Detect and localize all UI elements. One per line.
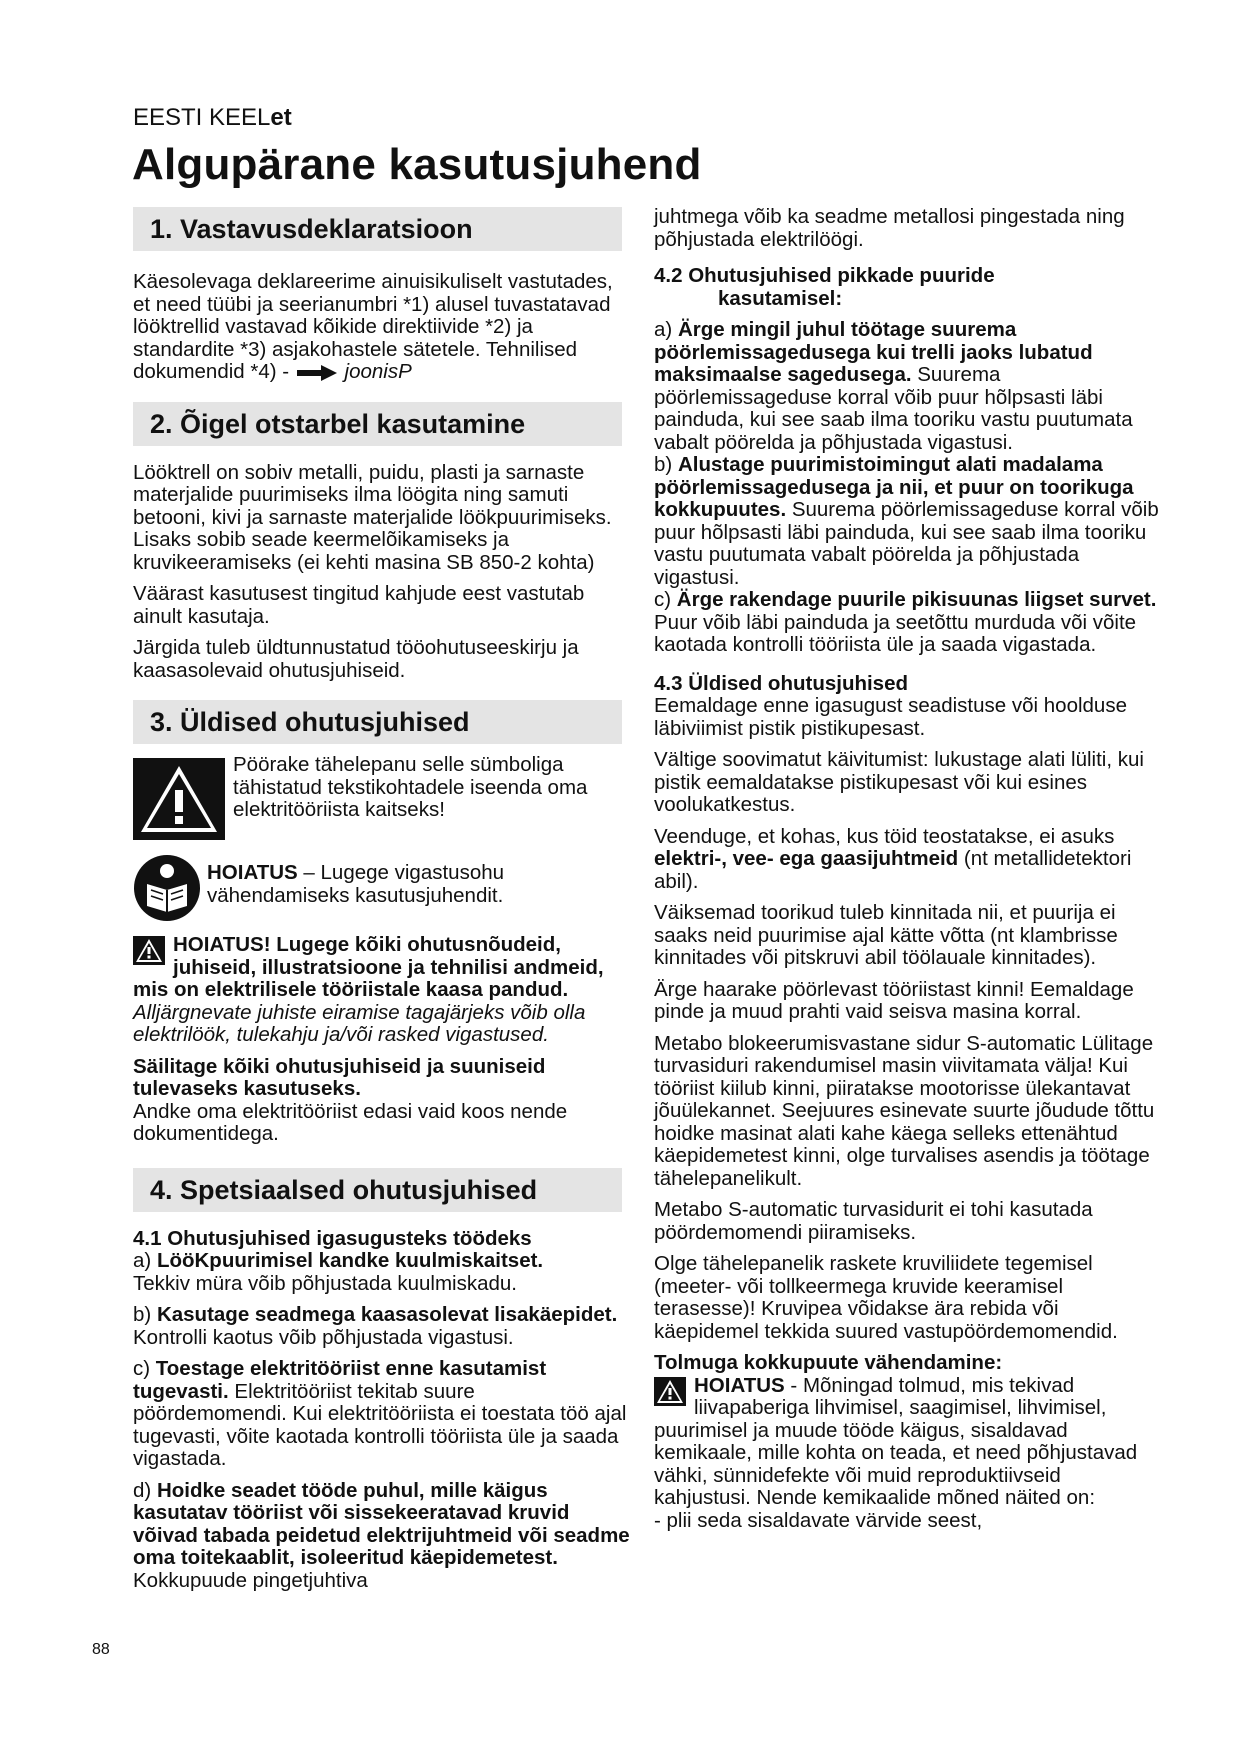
read-manual-text [207, 862, 633, 907]
subsection-4-2-line2: kasutamisel: [718, 286, 843, 310]
section-3-heading: 3. Üldised ohutusjuhised [133, 700, 622, 744]
general-p3-pre: Veenduge, et kohas, kus töid teostatakse, ei asuks [654, 824, 1115, 848]
item-c-bold: Toestage elektritööriist enne kasutamist tugevasti. [133, 1357, 547, 1403]
subsection-4-1: 4.1 Ohutusjuhised igasugusteks töödeks [133, 1226, 532, 1250]
figure-link[interactable]: joonisP [344, 360, 412, 383]
warning-triangle-icon [133, 758, 225, 840]
general-warning [133, 934, 633, 1047]
symbol-explanation [133, 754, 633, 840]
arrow-right-icon [297, 365, 337, 381]
section-2-p1: Lööktrell on sobiv metalli, puidu, plasti ja sarnaste materjalide puurimiseks ilma löögita ning samuti betooni, kivi ja sarnaste materjalide löökpuurimiseks. Lisaks sobib seade keermelõikamiseks ja kruvikeeramiseks (ei kehti masina SB 850-2 kohta) [133, 460, 612, 574]
section-1-heading: 1. Vastavusdeklaratsioon [133, 207, 622, 251]
dust-warning-label: HOIATUS [694, 1373, 785, 1397]
right-column [654, 206, 1159, 1532]
item-b-bold: Kasutage seadmega kaasasolevat lisakäepidet. [156, 1303, 618, 1326]
dust-warning-text: - Mõningad tolmud, mis tekivad liivapaberiga lihvimisel, saagimisel, lihvimisel, puurimisel ja muude tööde käigus, sisaldavad kemikaale, mille kohta on teada, et need põhjustavad vähki, sünnidefekte või muid reproduktiivseid kahjustusi. Nende kemikaalide mõned näited on: [654, 1373, 1138, 1509]
section-2-heading: 2. Õigel otstarbel kasutamine [133, 402, 622, 446]
dust-list-item: - plii seda sisaldavate värvide seest, [654, 1508, 983, 1532]
item-4-2-b [654, 454, 1159, 589]
item-4-2-b-bold: Alustage puurimistoimingut alati madalama pöörlemissagedusega ja nii, et puur on toorikuga kokkupuutes. [654, 453, 1134, 521]
subsection-4-3: 4.3 Üldised ohutusjuhised [654, 671, 909, 695]
language-code: et [270, 104, 292, 131]
general-p4: Väiksemad toorikud tuleb kinnitada nii, et puurija ei saaks neid puurimise ajal kätte võtta (nt klambrisse kinnitades või pitskruvi abil töölauale kinnitades). [654, 901, 1118, 969]
keep-instructions [133, 1056, 633, 1146]
item-4-2-a-text: Suurema pöörlemissageduse korral võib puur hõlpsasti läbi painduda, kui see saab ilma tooriku vastu puutumata vabalt pöörelda ja põhjustada vigastusi. [654, 363, 1133, 454]
read-warning-text: – Lugege vigastusohu vähendamiseks kasutusjuhendit. [207, 861, 505, 907]
section-2-p2: Väärast kasutusest tingitud kahjude eest vastutab ainult kasutaja. [133, 582, 585, 628]
item-a-text: Tekkiv müra võib põhjustada kuulmiskadu. [133, 1271, 517, 1295]
read-warning-label: HOIATUS [207, 861, 298, 884]
general-p3 [654, 826, 1159, 894]
item-4-1-d [133, 1480, 633, 1593]
warning-small-icon [133, 936, 165, 965]
subsection-4-2-line1: 4.2 Ohutusjuhised pikkade puuride [654, 264, 995, 287]
item-4-2-c-text: Puur võib läbi painduda ja seetõttu murduda või võite kaotada kontrolli tööriista üle ja saada vigastada. [654, 610, 1137, 656]
page-number: 88 [92, 1641, 110, 1658]
item-4-2-c [654, 589, 1159, 657]
general-warning-italic: Alljärgnevate juhiste eiramise tagajärjeks võib olla elektrilöök, tulekahju ja/või rasked vigastused. [133, 1000, 586, 1046]
item-c-prefix: c) [133, 1357, 156, 1380]
keep-text: Andke oma elektritööriist edasi vaid koos nende dokumentidega. [133, 1099, 568, 1145]
keep-bold: Säilitage kõiki ohutusjuhiseid ja suuniseid tulevaseks kasutuseks. [133, 1054, 546, 1100]
general-p8: Olge tähelepanelik raskete kruviliidete tegemisel (meeter- või tollkeermega kruvide keeramisel terasesse)! Kruvipea võidakse ära rebida või käepidemel tekkida suured vastupöördemomendid. [654, 1252, 1118, 1343]
item-4-2-a [654, 319, 1159, 454]
read-manual-icon [133, 854, 201, 922]
left-column [133, 207, 633, 1592]
declaration-text: Käesolevaga deklareerime ainuisikuliselt vastutades, et need tüübi ja seerianumbri *1) alusel tuvastatavad lööktrellid vastavad kõikide direktiivide *2) ja standardite *3) asjakohastele sätetele. Tehnilised dokumendid *4) - [133, 270, 613, 383]
item-4-1-b [133, 1304, 633, 1349]
item-d-prefix: d) [133, 1478, 157, 1502]
item-4-1-c [133, 1358, 633, 1471]
continued-text: juhtmega võib ka seadme metallosi pingestada ning põhjustada elektrilöögi. [654, 205, 1125, 251]
read-manual-note [133, 852, 633, 922]
item-4-2-c-prefix: c) [654, 588, 677, 611]
item-4-1-a [133, 1250, 633, 1295]
symbol-text: Pöörake tähelepanu selle sümboliga tähistatud tekstikohtadele iseenda oma elektritööriista kaitseks! [233, 753, 588, 821]
item-4-2-b-prefix: b) [654, 453, 678, 476]
item-b-prefix: b) [133, 1303, 157, 1326]
dust-heading: Tolmuga kokkupuute vähendamine: [654, 1351, 1003, 1374]
item-c-text: Elektritööriist tekitab suure pöördemomendi. Kui elektritööriista ei toestata töö ajal tugevasti, võite kaotada kontrolli tööriista üle ja saada vigastada. [133, 1379, 627, 1470]
dust-warning [654, 1375, 1159, 1510]
general-p1: Eemaldage enne igasugust seadistuse või hoolduse läbiviimist pistik pistikupesast. [654, 694, 1127, 740]
item-4-2-a-prefix: a) [654, 318, 678, 341]
item-d-text: Kokkupuude pingetjuhtiva [133, 1568, 368, 1592]
general-p5: Ärge haarake pöörlevast tööriistast kinni! Eemaldage pinde ja muud prahti vaid seisva masina korral. [654, 977, 1134, 1023]
item-a-bold: LööKpuurimisel kandke kuulmiskaitset. [156, 1249, 544, 1272]
page-title: Algupärane kasutusjuhend [132, 140, 702, 189]
subsection-4-2 [654, 265, 1159, 310]
section-2-p3: Järgida tuleb üldtunnustatud tööohutuseeskirju ja kaasasolevaid ohutusjuhiseid. [133, 636, 579, 682]
general-p2: Vältige soovimatut käivitumist: lukustage alati lüliti, kui pistik eemaldatakse pistikupesast või kui esines voolukatkestus. [654, 748, 1144, 816]
item-4-2-b-text: Suurema pöörlemissageduse korral võib puur hõlpsasti läbi painduda, kui see saab ilma tooriku vastu puutumata vabalt pöörelda ja põhjustada vigastusi. [654, 498, 1159, 589]
warning-small-icon [654, 1377, 686, 1406]
item-d-bold: Hoidke seadet tööde puhul, mille käigus kasutatav tööriist või sissekeeratavad kruvid võivad tabada peidetud elektrijuhtmeid või seadme oma toitekaablit, isoleeritud käepidemetest. [133, 1478, 630, 1569]
section-4-heading: 4. Spetsiaalsed ohutusjuhised [133, 1168, 622, 1212]
general-p6: Metabo blokeerumisvastane sidur S-automatic Lülitage turvasiduri rakendumisel masin viivitamata välja! Kui tööriist kiilub kinni, piiratakse mootorisse ülekantavat jõuülekannet. Seejuures esinevate suurte jõudude tõttu hoidke masinat alati kahe käega selleks ettenähtud käepidemetest kinni, olge turvalises asendis ja töötage tähelepanelikult. [654, 1031, 1155, 1190]
general-p3-bold: elektri-, vee- ega gaasijuhtmeid [654, 847, 959, 870]
language-name: EESTI KEEL [133, 104, 271, 131]
item-4-2-c-bold: Ärge rakendage puurile pikisuunas liigset survet. [676, 588, 1157, 611]
general-p3-post: (nt metallidetektori abil). [654, 847, 1132, 893]
language-label [133, 104, 292, 132]
item-a-prefix: a) [133, 1249, 157, 1272]
general-warning-bold: HOIATUS! Lugege kõiki ohutusnõudeid, juhiseid, illustratsioone ja tehnilisi andmeid, mis on elektrilisele tööriistale kaasa pandud. [133, 933, 604, 1001]
general-p7: Metabo S-automatic turvasidurit ei tohi kasutada pöördemomendi piiramiseks. [654, 1198, 1093, 1244]
item-4-2-a-bold: Ärge mingil juhul töötage suurema pöörlemissagedusega kui trelli jaoks lubatud maksimaalse sagedusega. [654, 318, 1093, 386]
section-1-text [133, 271, 633, 384]
item-b-text: Kontrolli kaotus võib põhjustada vigastusi. [133, 1325, 514, 1349]
